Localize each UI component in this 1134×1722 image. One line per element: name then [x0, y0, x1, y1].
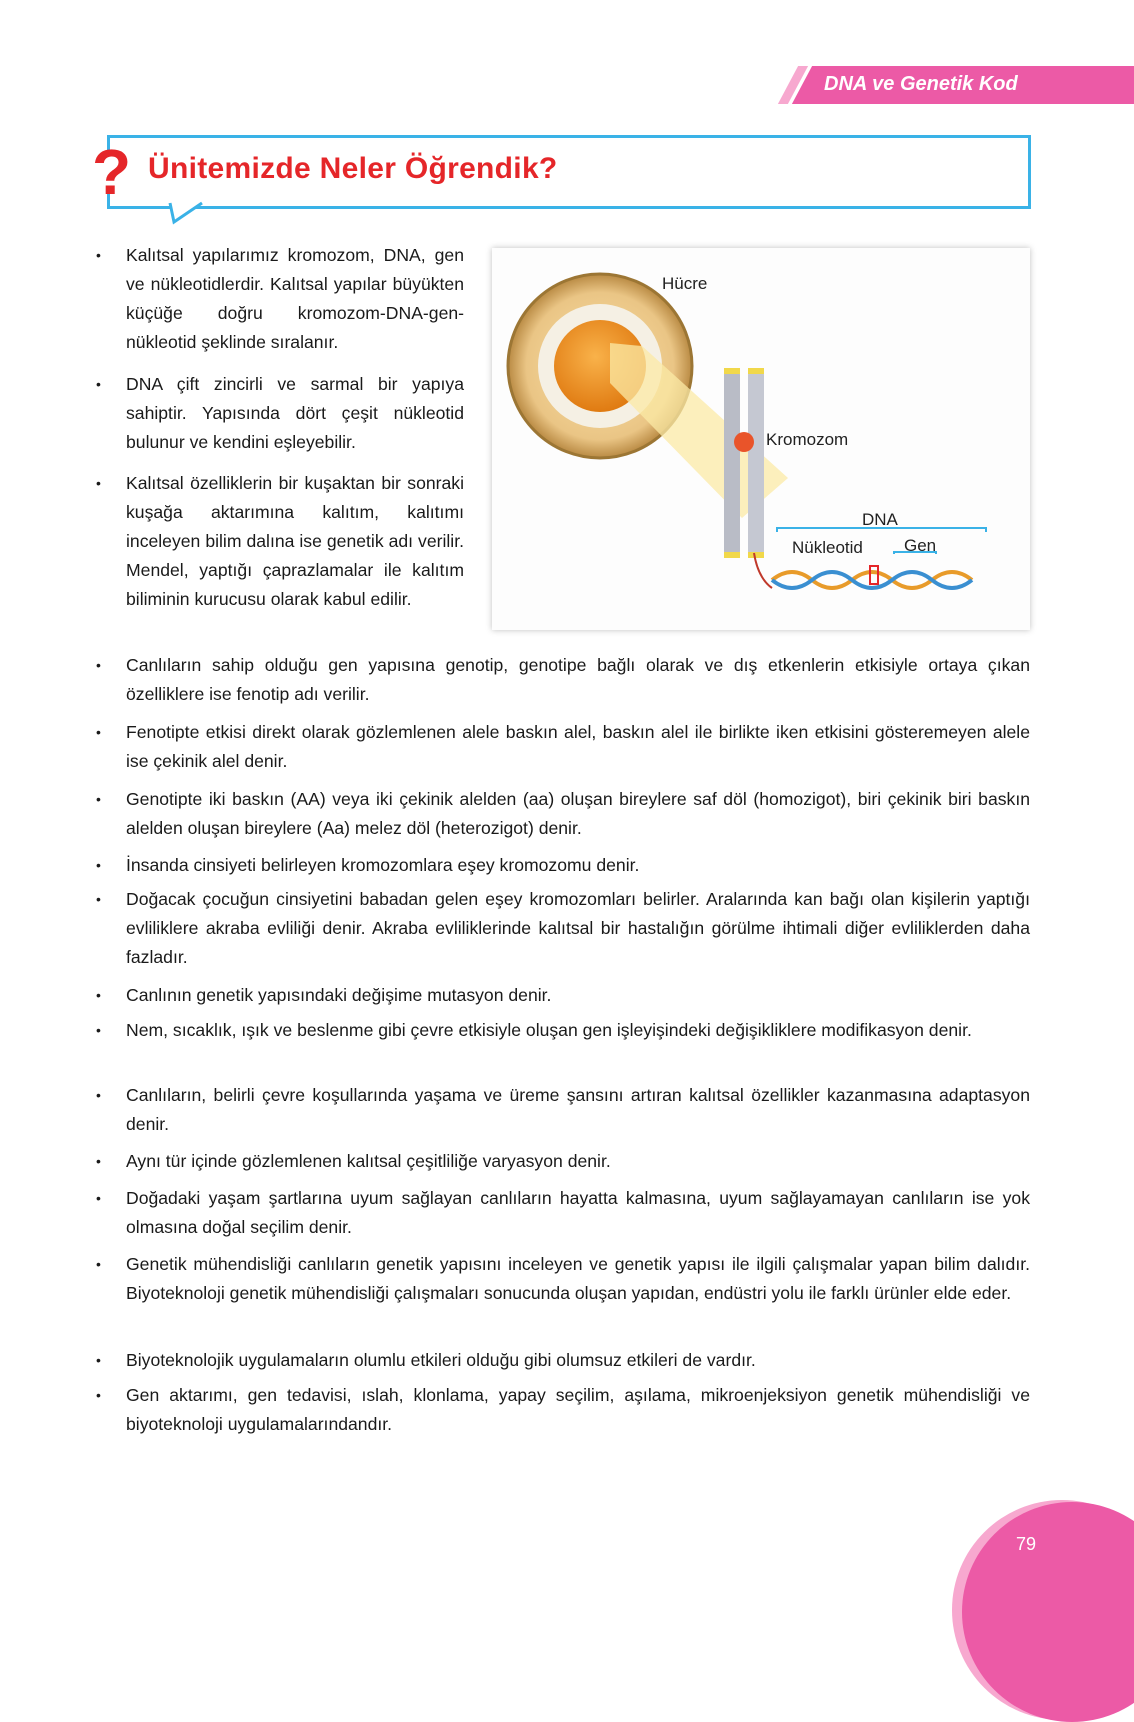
chromosome-arm-left	[724, 368, 740, 558]
speech-tail	[168, 200, 208, 226]
list-item: • Canlının genetik yapısındaki değişime mutasyon denir.	[96, 985, 552, 1005]
list-item: • Canlıların, belirli çevre koşullarında yaşama ve üreme şansını artıran kalıtsal özellikler kazanmasına adaptasyon denir.	[96, 1085, 1030, 1134]
list-item: • Gen aktarımı, gen tedavisi, ıslah, klonlama, yapay seçilim, aşılama, mikroenjeksiyon genetik mühendisliği ve biyoteknoloji uygulamalarındandır.	[96, 1385, 1030, 1434]
list-item: • Doğacak çocuğun cinsiyetini babadan gelen eşey kromozomları belirler. Aralarında kan bağı olan kişilerin yaptığı evliliklere akraba evliliği denir. Akraba evliliklerinde kalıtsal bir hastalığın görülme ihtimali diğer evliliklerden daha fazladır.	[96, 889, 1030, 967]
dna-figure	[492, 248, 1030, 630]
chapter-label: DNA ve Genetik Kod	[824, 73, 1018, 95]
label-nucleotide: Nükleotid	[792, 538, 863, 557]
list-item: • Doğadaki yaşam şartlarına uyum sağlayan canlıların hayatta kalmasına, uyum sağlayamayan canlıların ise yok olmasına doğal seçilim denir.	[96, 1188, 1030, 1237]
chapter-header-tab	[778, 66, 1134, 104]
label-gene: Gen	[904, 536, 937, 555]
page-number: 79	[1016, 1534, 1037, 1554]
list-item: • Biyoteknolojik uygulamaların olumlu etkileri olduğu gibi olumsuz etkileri de vardır.	[96, 1350, 756, 1370]
question-mark-icon: ?	[92, 136, 132, 208]
list-item: • Canlıların sahip olduğu gen yapısına genotip, genotipe bağlı olarak ve dış etkenlerin etkisiyle ortaya çıkan özelliklere ise fenotip adı verilir.	[96, 655, 1030, 704]
list-item: • Kalıtsal özelliklerin bir kuşaktan bir sonraki kuşağa aktarımına kalıtım, kalıtımı inceleyen bilim dalına ise genetik adı verilir. Mendel, yaptığı çaprazlamalar ile kalıtım biliminin kurucusu olarak kabul edilir.	[96, 473, 464, 609]
centromere-icon	[734, 432, 754, 452]
list-item: • Fenotipte etkisi direkt olarak gözlemlenen alele baskın alel, baskın alel ile birlikte iken etkisini gösteremeyen alele ise çekinik alel denir.	[96, 722, 1030, 771]
label-dna: DNA	[862, 510, 898, 529]
label-chromosome: Kromozom	[766, 430, 849, 449]
page-title: Ünitemizde Neler Öğrendik?	[148, 152, 558, 185]
list-item: • Aynı tür içinde gözlemlenen kalıtsal çeşitliliğe varyasyon denir.	[96, 1151, 611, 1171]
list-item: • Genetik mühendisliği canlıların genetik yapısını inceleyen ve genetik yapısı ile ilgili çalışmalar yapan bilim dalıdır. Biyoteknoloji genetik mühendisliği çalışmaları sonucunda oluşan yapıdan, endüstri yolu ile farklı ürünler elde eder.	[96, 1254, 1030, 1303]
list-item: • Kalıtsal yapılarımız kromozom, DNA, gen ve nükleotidlerdir. Kalıtsal yapılar büyükten küçüğe doğru kromozom-DNA-gen-nükleotid şeklinde sıralanır.	[96, 245, 464, 352]
list-item: • Genotipte iki baskın (AA) veya iki çekinik alelden (aa) oluşan bireylere saf döl (homozigot), biri çekinik biri baskın alelden oluşan bireylere (Aa) melez döl (heterozigot) denir.	[96, 789, 1030, 838]
dna-illustration	[492, 248, 1030, 630]
list-item: • İnsanda cinsiyeti belirleyen kromozomlara eşey kromozomu denir.	[96, 855, 640, 875]
list-item: • DNA çift zincirli ve sarmal bir yapıya sahiptir. Yapısında dört çeşit nükleotid bulunur ve kendini eşleyebilir.	[96, 374, 464, 452]
list-item: • Nem, sıcaklık, ışık ve beslenme gibi çevre etkisiyle oluşan gen işleyişindeki değişikliklere modifikasyon denir.	[96, 1020, 972, 1040]
chromosome-arm-right	[748, 368, 764, 558]
label-cell: Hücre	[662, 274, 708, 293]
